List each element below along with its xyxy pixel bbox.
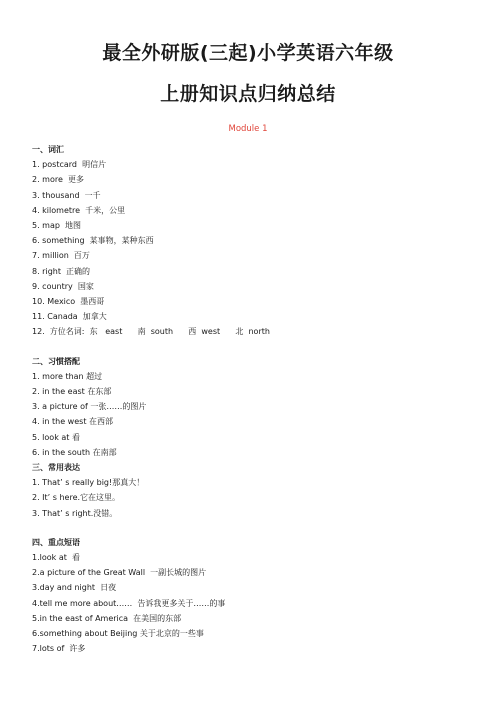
list-item: 1. more than 超过 bbox=[32, 371, 103, 381]
list-item: 3.day and night 日夜 bbox=[32, 583, 117, 593]
list-item: 1. That’ s really big!那真大！ bbox=[32, 478, 145, 488]
list-item: 4. kilometre 千米，公里 bbox=[32, 205, 126, 215]
list-item: 7.lots of 许多 bbox=[32, 644, 86, 654]
document-title-line-1: 最全外研版(三起)小学英语六年级 bbox=[102, 42, 394, 64]
section-heading-key-phrases: 四、重点短语 bbox=[32, 537, 80, 547]
list-item: 3. thousand 一千 bbox=[32, 190, 101, 200]
list-item: 11. Canada 加拿大 bbox=[32, 312, 107, 322]
list-item: 10. Mexico 墨西哥 bbox=[32, 297, 105, 307]
section-heading-vocabulary: 一、词汇 bbox=[32, 145, 64, 154]
list-item: 3. a picture of 一张……的图片 bbox=[32, 402, 147, 412]
list-item: 2. It’ s here.它在这里。 bbox=[32, 493, 121, 503]
document-title-line-2: 上册知识点归纳总结 bbox=[160, 83, 336, 105]
list-item: 3. That’ s right.没错。 bbox=[32, 508, 118, 518]
section-heading-expressions: 三、常用表达 bbox=[32, 463, 80, 473]
list-item: 6. in the south 在南部 bbox=[32, 447, 117, 457]
section-heading-collocations: 二、习惯搭配 bbox=[32, 356, 80, 366]
list-item: 12. 方位名词: 东 east 南 south 西 west 北 north bbox=[32, 327, 270, 337]
list-item: 9. country 国家 bbox=[32, 281, 94, 291]
list-item: 7. million 百万 bbox=[32, 251, 90, 261]
list-item: 5. map 地图 bbox=[32, 221, 82, 231]
list-item: 4.tell me more about…… 告诉我更多关于……的事 bbox=[32, 598, 226, 608]
list-item: 6.something about Beijing 关于北京的一些事 bbox=[32, 629, 204, 639]
list-item: 2. in the east 在东部 bbox=[32, 387, 112, 397]
list-item: 6. something 某事物，某种东西 bbox=[32, 236, 154, 246]
list-item: 5.in the east of America 在美国的东部 bbox=[32, 613, 182, 623]
list-item: 1.look at 看 bbox=[32, 553, 80, 563]
list-item: 1. postcard 明信片 bbox=[32, 160, 107, 170]
document-body bbox=[32, 142, 472, 657]
list-item: 2. more 更多 bbox=[32, 175, 84, 185]
module-label: Module 1 bbox=[228, 124, 268, 134]
list-item: 5. look at 看 bbox=[32, 432, 80, 442]
list-item: 2.a picture of the Great Wall 一副长城的图片 bbox=[32, 568, 207, 578]
list-item: 8. right 正确的 bbox=[32, 266, 91, 276]
list-item: 4. in the west 在西部 bbox=[32, 417, 113, 427]
